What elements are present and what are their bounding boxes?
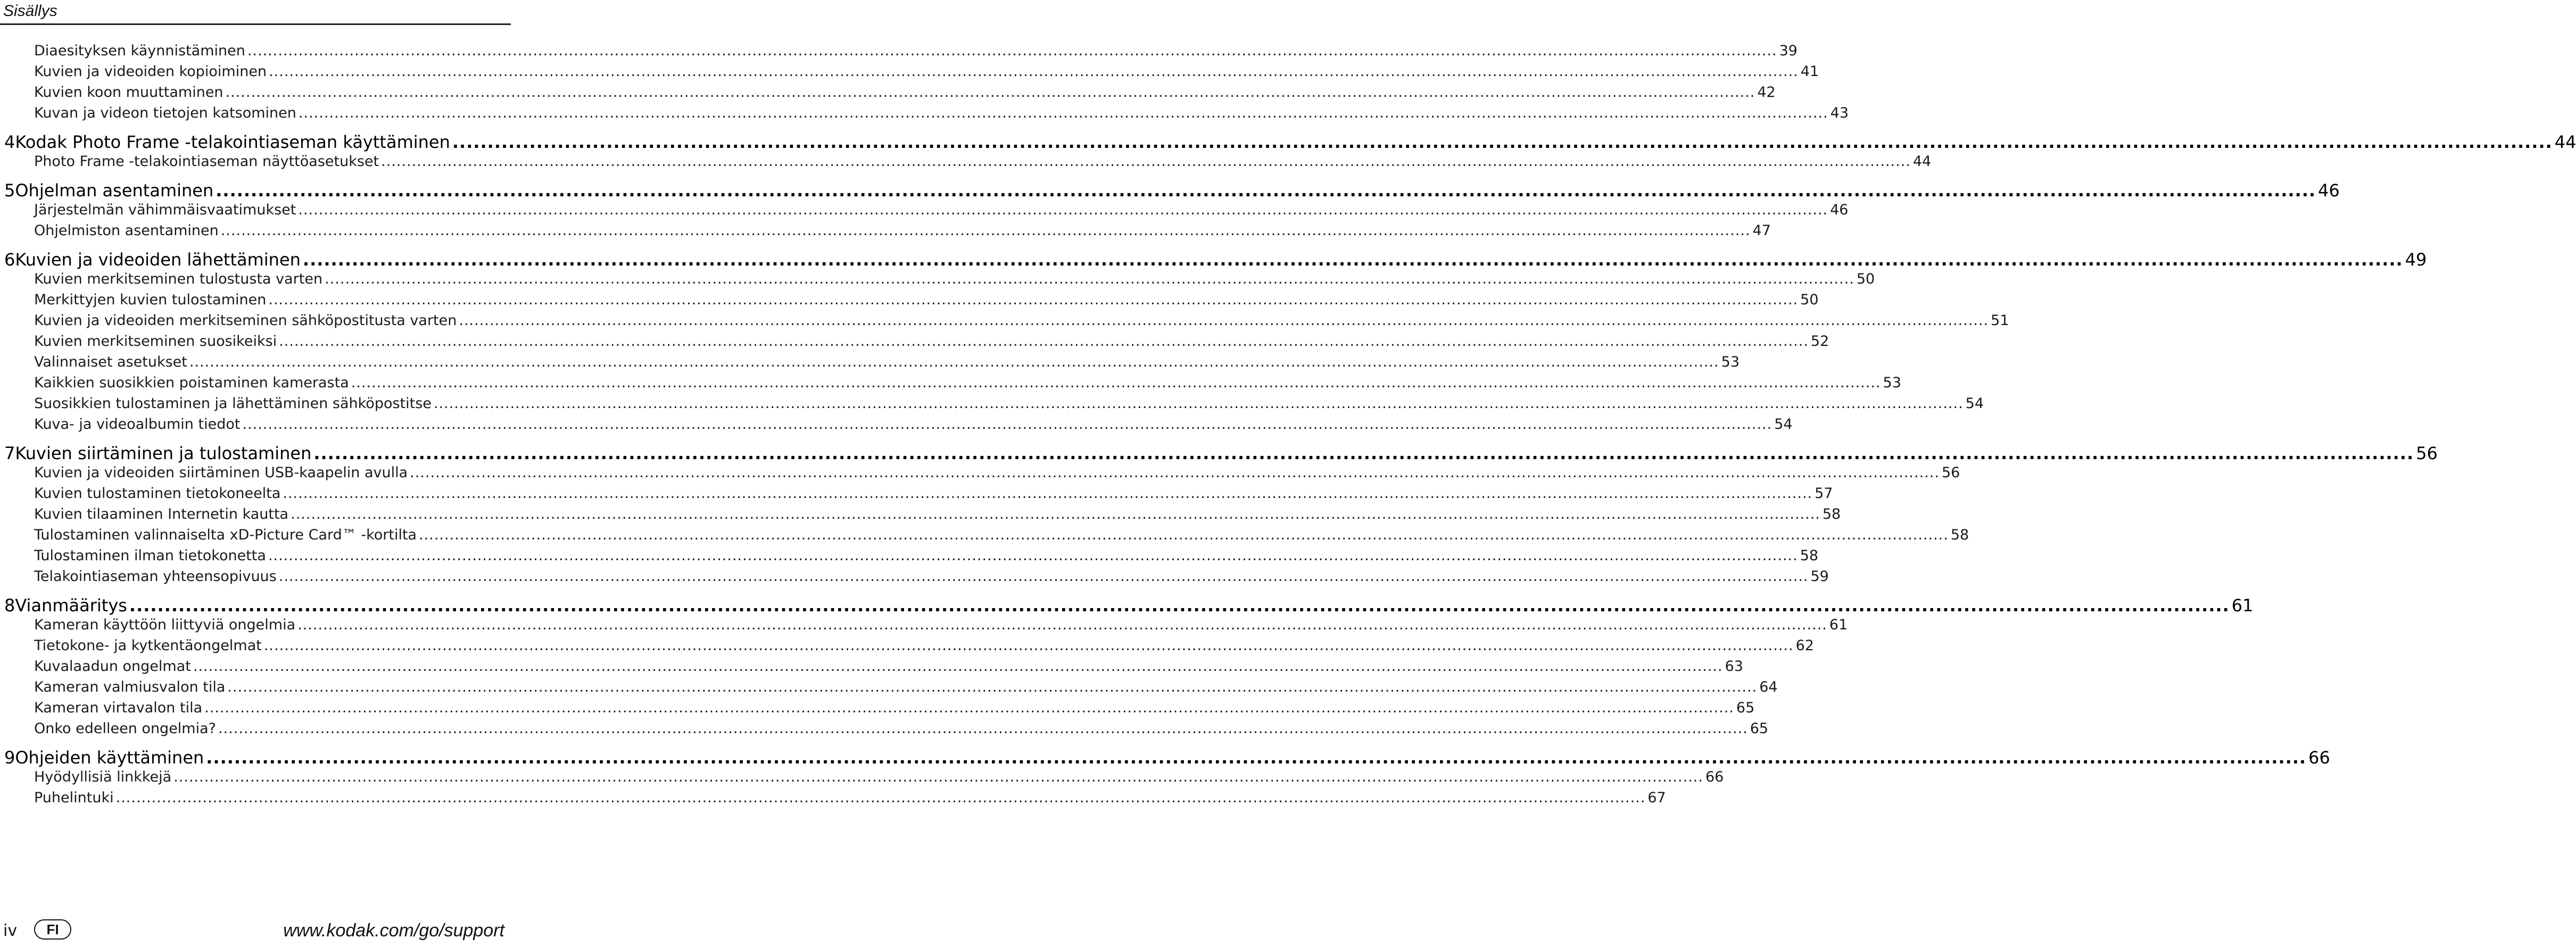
dot-leader: ............................................................................................................................................................................................................................................................................................................ [263, 637, 1794, 654]
toc-entry[interactable] [0, 790, 1666, 810]
page-number: 50 [1800, 292, 1819, 308]
page-number: 46 [1830, 202, 1849, 218]
entry-title: Kuvan ja videon tietojen katsominen [34, 105, 296, 121]
chapter-number: 4 [4, 132, 15, 152]
toc-entry[interactable] [0, 617, 1848, 637]
chapter-title: Kuvien siirtäminen ja tulostaminen [15, 443, 312, 463]
toc-section-chapter [0, 443, 2438, 589]
dot-leader: ............................................................................................................................................................................................................................................................................................................ [227, 679, 1758, 695]
page-number: 47 [1752, 222, 1771, 239]
toc-entry[interactable] [0, 312, 2009, 333]
dot-leader: ............................................................................................................................................................................................................................................................................................................ [129, 595, 2230, 616]
page-number: 54 [1965, 395, 1984, 412]
entry-title: Suosikkien tulostaminen ja lähettäminen sähköpostitse [34, 395, 432, 412]
toc-section-chapter [0, 180, 2340, 243]
dot-leader: ............................................................................................................................................................................................................................................................................................................ [189, 354, 1719, 370]
dot-leader: ............................................................................................................................................................................................................................................................................................................ [220, 222, 1751, 239]
toc-section-chapter [0, 250, 2427, 437]
entry-title: Kuvalaadun ongelmat [34, 658, 191, 675]
chapter-number: 7 [4, 443, 15, 463]
toc-entry[interactable] [0, 105, 1849, 126]
dot-leader: ............................................................................................................................................................................................................................................................................................................ [419, 527, 1949, 543]
toc-chapter-entry[interactable] [0, 595, 2254, 617]
page-number: 65 [1736, 700, 1755, 716]
dot-leader: ............................................................................................................................................................................................................................................................................................................ [297, 617, 1827, 633]
entry-title: Kameran käyttöön liittyviä ongelmia [34, 617, 296, 633]
page-number: 62 [1795, 637, 1814, 654]
chapter-title: Ohjelman asentaminen [15, 180, 214, 201]
entry-title: Diaesityksen käynnistäminen [34, 43, 245, 59]
entry-title: Kuvien tulostaminen tietokoneelta [34, 485, 281, 502]
toc-entry[interactable] [0, 153, 1932, 174]
toc-chapter-entry[interactable] [0, 180, 2340, 202]
page-number: 46 [2318, 180, 2340, 201]
chapter-number: 6 [4, 250, 15, 270]
toc-chapter-entry[interactable] [0, 747, 2330, 769]
toc-section-chapter [0, 132, 2576, 174]
page-number: 53 [1883, 375, 1901, 391]
entry-title: Photo Frame -telakointiaseman näyttöasetukset [34, 153, 379, 170]
toc-entry[interactable] [0, 568, 1829, 589]
page-number: 52 [1810, 333, 1829, 350]
entry-title: Kuvien merkitseminen suosikeiksi [34, 333, 277, 350]
dot-leader: ............................................................................................................................................................................................................................................................................................................ [204, 700, 1734, 716]
page-number: 58 [1950, 527, 1969, 543]
dot-leader: ............................................................................................................................................................................................................................................................................................................ [410, 464, 1940, 481]
toc-entry[interactable] [0, 485, 1833, 506]
page-number: 61 [1829, 617, 1848, 633]
entry-title: Kuvien tilaaminen Internetin kautta [34, 506, 289, 522]
toc-entry[interactable] [0, 395, 1984, 416]
dot-leader: ............................................................................................................................................................................................................................................................................................................ [278, 568, 1809, 585]
dot-leader: ............................................................................................................................................................................................................................................................................................................ [351, 375, 1881, 391]
toc-chapter-entry[interactable] [0, 132, 2576, 153]
language-badge: FI [34, 919, 71, 940]
entry-title: Tulostaminen valinnaiselta xD-Picture Card™ -kortilta [34, 527, 417, 543]
toc-entry[interactable] [0, 416, 1793, 437]
toc-entry[interactable] [0, 271, 1875, 292]
dot-leader: ............................................................................................................................................................................................................................................................................................................ [433, 395, 1964, 412]
entry-title: Kuvien ja videoiden siirtäminen USB-kaapelin avulla [34, 464, 408, 481]
toc-section-chapter [0, 595, 2254, 741]
page-number: 64 [1759, 679, 1778, 695]
entry-title: Tulostaminen ilman tietokonetta [34, 547, 266, 564]
entry-title: Kuvien koon muuttaminen [34, 84, 223, 101]
page-number: 53 [1721, 354, 1740, 370]
dot-leader: ............................................................................................................................................................................................................................................................................................................ [193, 658, 1723, 675]
dot-leader: ............................................................................................................................................................................................................................................................................................................ [283, 485, 1813, 502]
toc-entry[interactable] [0, 658, 1743, 679]
toc-entry[interactable] [0, 333, 1829, 354]
dot-leader: ............................................................................................................................................................................................................................................................................................................ [381, 153, 1911, 170]
support-url-link[interactable]: www.kodak.com/go/support [283, 920, 504, 941]
header-title: Sisällys [3, 2, 57, 20]
chapter-number: 8 [4, 595, 15, 616]
chapter-title: Ohjeiden käyttäminen [15, 747, 204, 768]
toc-entry[interactable] [0, 222, 1771, 243]
toc-entry[interactable] [0, 769, 1724, 790]
page-header [0, 0, 511, 25]
dot-leader: ............................................................................................................................................................................................................................................................................................................ [115, 790, 1646, 806]
dot-leader: ............................................................................................................................................................................................................................................................................................................ [216, 180, 2316, 201]
page-number: 61 [2231, 595, 2254, 616]
page-number: 54 [1774, 416, 1793, 433]
page-number: 41 [1800, 63, 1819, 80]
toc-entry[interactable] [0, 637, 1814, 658]
toc-entry[interactable] [0, 292, 1819, 312]
toc-entry[interactable] [0, 547, 1819, 568]
entry-title: Tietokone- ja kytkentäongelmat [34, 637, 262, 654]
dot-leader: ............................................................................................................................................................................................................................................................................................................ [206, 747, 2307, 768]
entry-title: Kuvien ja videoiden kopioiminen [34, 63, 267, 80]
entry-title: Kuva- ja videoalbumin tiedot [34, 416, 241, 433]
chapter-number: 9 [4, 747, 15, 768]
toc-entry[interactable] [0, 84, 1776, 105]
entry-title: Kameran virtavalon tila [34, 700, 203, 716]
page-number: 44 [2554, 132, 2576, 152]
toc-entry[interactable] [0, 464, 1960, 485]
page-number: 58 [1800, 547, 1819, 564]
toc-entry[interactable] [0, 506, 1841, 527]
page-number: 66 [1705, 769, 1724, 785]
toc-entry[interactable] [0, 354, 1740, 375]
chapter-title: Vianmääritys [15, 595, 127, 616]
dot-leader: ............................................................................................................................................................................................................................................................................................................ [268, 292, 1799, 308]
page-number: 59 [1810, 568, 1829, 585]
toc-chapter-entry[interactable] [0, 250, 2427, 271]
dot-leader: ............................................................................................................................................................................................................................................................................................................ [298, 105, 1828, 121]
page-number: 42 [1757, 84, 1776, 101]
dot-leader: ............................................................................................................................................................................................................................................................................................................ [325, 271, 1854, 287]
dot-leader: ............................................................................................................................................................................................................................................................................................................ [459, 312, 1989, 329]
toc-entry[interactable] [0, 720, 1769, 741]
page-number: 58 [1822, 506, 1841, 522]
dot-leader: ............................................................................................................................................................................................................................................................................................................ [218, 720, 1748, 737]
page-number: 56 [2416, 443, 2438, 463]
page-number: 51 [1991, 312, 2009, 329]
entry-title: Merkittyjen kuvien tulostaminen [34, 292, 267, 308]
table-of-contents [0, 43, 2576, 817]
toc-entry[interactable] [0, 63, 1819, 84]
footer-page-number: iv [3, 921, 18, 940]
dot-leader: ............................................................................................................................................................................................................................................................................................................ [279, 333, 1809, 350]
entry-title: Hyödyllisiä linkkejä [34, 769, 172, 785]
page-footer [0, 916, 511, 943]
dot-leader: ............................................................................................................................................................................................................................................................................................................ [302, 250, 2403, 270]
dot-leader: ............................................................................................................................................................................................................................................................................................................ [313, 443, 2414, 463]
page-number: 49 [2405, 250, 2427, 270]
page-number: 66 [2308, 747, 2330, 768]
page-number: 57 [1815, 485, 1833, 502]
dot-leader: ............................................................................................................................................................................................................................................................................................................ [247, 43, 1777, 59]
page-number: 50 [1856, 271, 1875, 287]
dot-leader: ............................................................................................................................................................................................................................................................................................................ [225, 84, 1755, 101]
entry-title: Onko edelleen ongelmia? [34, 720, 216, 737]
toc-entry[interactable] [0, 202, 1849, 222]
entry-title: Kameran valmiusvalon tila [34, 679, 226, 695]
dot-leader: ............................................................................................................................................................................................................................................................................................................ [173, 769, 1703, 785]
toc-section-intro [0, 43, 1849, 126]
toc-section-chapter [0, 747, 2330, 810]
toc-entry[interactable] [0, 700, 1755, 720]
entry-title: Ohjelmiston asentaminen [34, 222, 219, 239]
entry-title: Järjestelmän vähimmäisvaatimukset [34, 202, 296, 218]
toc-chapter-entry[interactable] [0, 443, 2438, 464]
chapter-title: Kodak Photo Frame -telakointiaseman käyttäminen [15, 132, 450, 152]
dot-leader: ............................................................................................................................................................................................................................................................................................................ [452, 132, 2553, 152]
chapter-title: Kuvien ja videoiden lähettäminen [15, 250, 301, 270]
entry-title: Telakointiaseman yhteensopivuus [34, 568, 277, 585]
entry-title: Kuvien merkitseminen tulostusta varten [34, 271, 323, 287]
entry-title: Kaikkien suosikkien poistaminen kamerasta [34, 375, 349, 391]
entry-title: Kuvien ja videoiden merkitseminen sähköpostitusta varten [34, 312, 457, 329]
page-number: 56 [1941, 464, 1960, 481]
page-number: 67 [1647, 790, 1666, 806]
toc-entry[interactable] [0, 679, 1778, 700]
page-number: 43 [1830, 105, 1849, 121]
page-number: 65 [1750, 720, 1769, 737]
dot-leader: ............................................................................................................................................................................................................................................................................................................ [298, 202, 1828, 218]
page-number: 39 [1779, 43, 1798, 59]
dot-leader: ............................................................................................................................................................................................................................................................................................................ [268, 547, 1798, 564]
toc-entry[interactable] [0, 375, 1901, 395]
toc-entry[interactable] [0, 527, 1969, 547]
page-number: 63 [1725, 658, 1743, 675]
dot-leader: ............................................................................................................................................................................................................................................................................................................ [242, 416, 1772, 433]
entry-title: Valinnaiset asetukset [34, 354, 187, 370]
entry-title: Puhelintuki [34, 790, 114, 806]
dot-leader: ............................................................................................................................................................................................................................................................................................................ [291, 506, 1820, 522]
page-number: 44 [1912, 153, 1932, 170]
chapter-number: 5 [4, 180, 15, 201]
dot-leader: ............................................................................................................................................................................................................................................................................................................ [269, 63, 1799, 80]
toc-entry[interactable] [0, 43, 1798, 63]
